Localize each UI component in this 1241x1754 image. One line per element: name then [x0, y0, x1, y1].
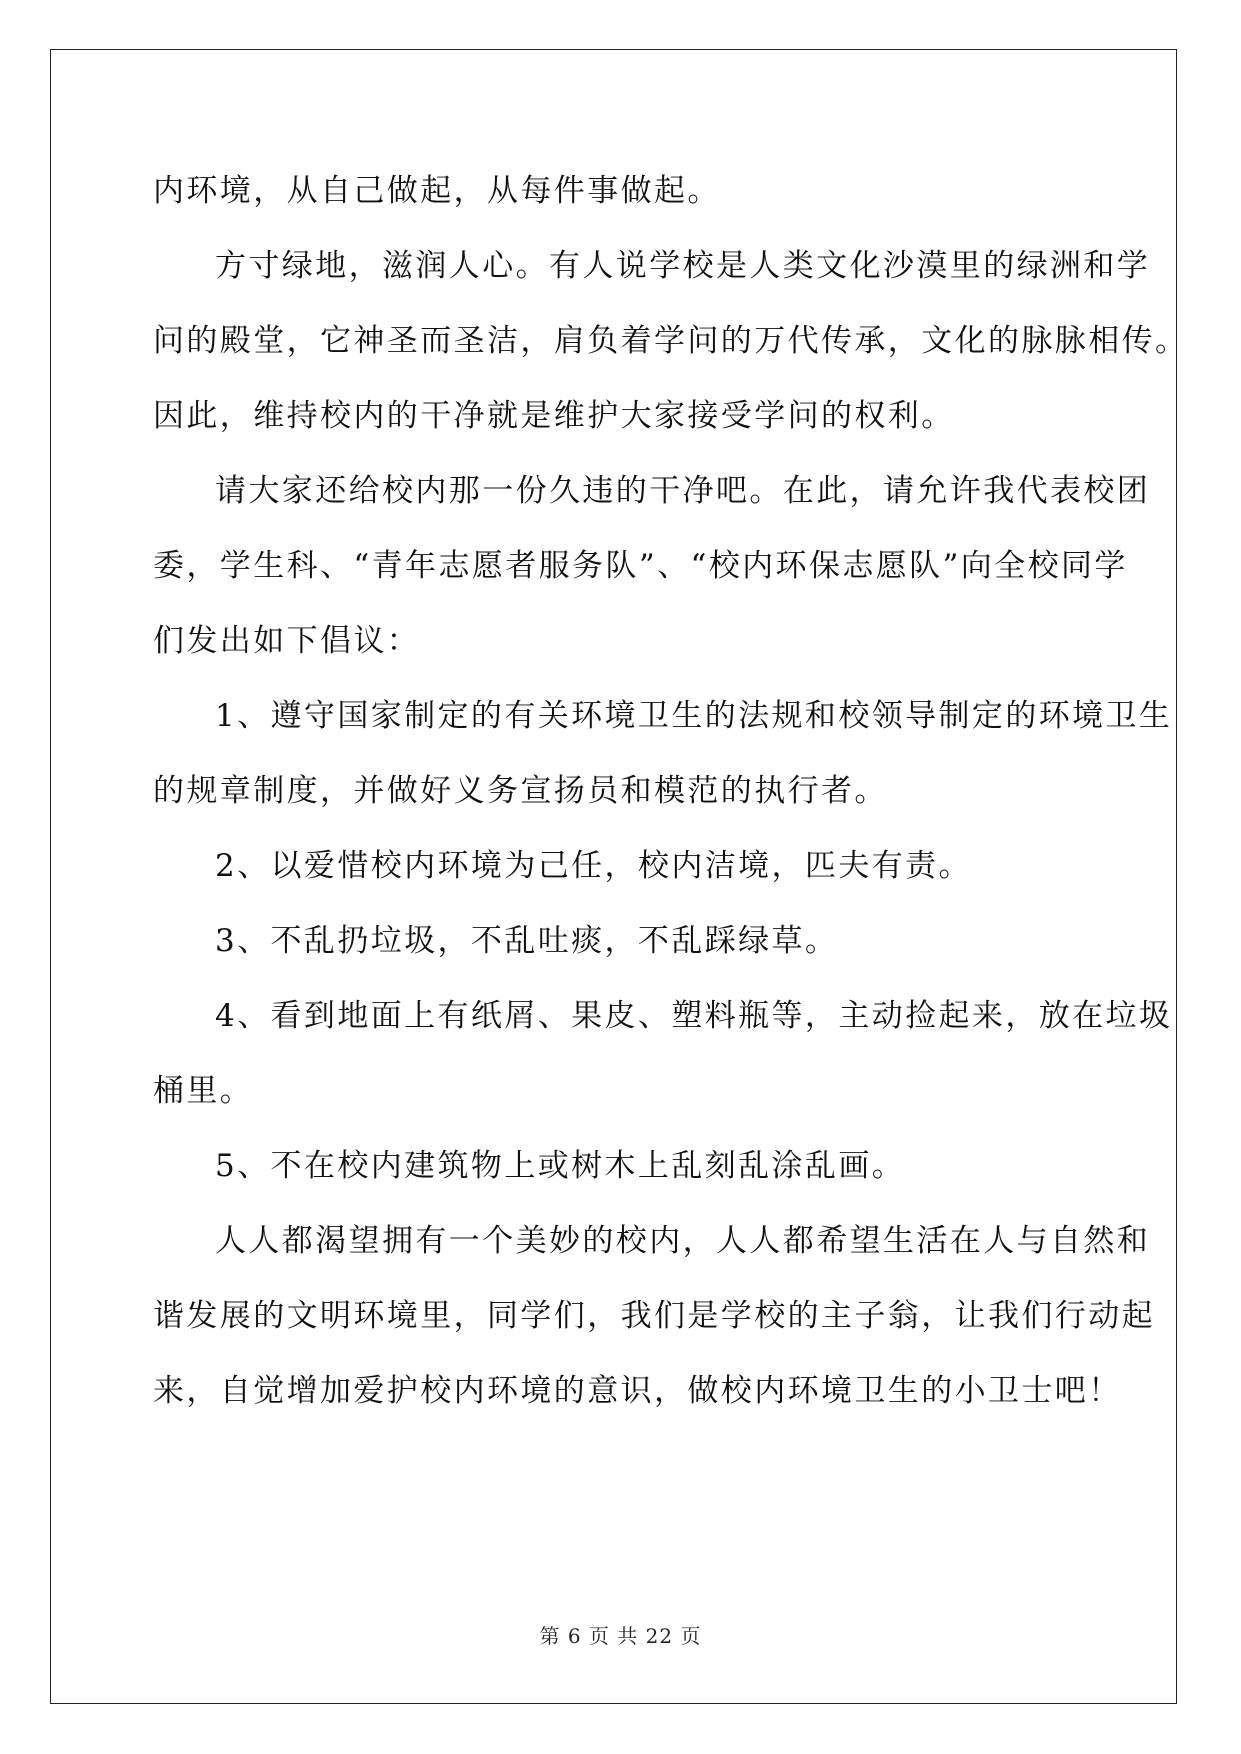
- text-line: 3、不乱扔垃圾，不乱吐痰，不乱踩绿草。: [215, 923, 839, 959]
- text-line: 桶里。: [153, 1073, 254, 1109]
- text-line: 的规章制度，并做好义务宣扬员和模范的执行者。: [153, 773, 888, 809]
- text-line: 因此，维持校内的干净就是维护大家接受学问的权利。: [153, 398, 955, 434]
- text-line: 内环境，从自己做起，从每件事做起。: [153, 173, 721, 209]
- text-line: 来，自觉增加爱护校内环境的意识，做校内环境卫生的小卫士吧！: [153, 1373, 1122, 1409]
- text-line: 问的殿堂，它神圣而圣洁，肩负着学问的万代传承，文化的脉脉相传。: [153, 323, 1189, 359]
- text-line: 4、看到地面上有纸屑、果皮、塑料瓶等，主动捡起来，放在垃圾: [215, 998, 1173, 1034]
- text-line: 1、遵守国家制定的有关环境卫生的法规和校领导制定的环境卫生: [215, 698, 1173, 734]
- text-line: 5、不在校内建筑物上或树木上乱刻乱涂乱画。: [215, 1148, 906, 1184]
- page-number: 第 6 页 共 22 页: [539, 1624, 702, 1648]
- text-line: 谐发展的文明环境里，同学们，我们是学校的主子翁，让我们行动起: [153, 1298, 1155, 1334]
- text-line: 人人都渴望拥有一个美妙的校内，人人都希望生活在人与自然和: [215, 1223, 1151, 1259]
- text-line: 2、以爱惜校内环境为己任，校内洁境，匹夫有责。: [215, 848, 972, 884]
- text-line: 们发出如下倡议：: [153, 623, 421, 659]
- text-line: 委，学生科、“青年志愿者服务队”、“校内环保志愿队”向全校同学: [153, 548, 1128, 584]
- text-line: 请大家还给校内那一份久违的干净吧。在此，请允许我代表校团: [215, 473, 1151, 509]
- text-line: 方寸绿地，滋润人心。有人说学校是人类文化沙漠里的绿洲和学: [215, 248, 1151, 284]
